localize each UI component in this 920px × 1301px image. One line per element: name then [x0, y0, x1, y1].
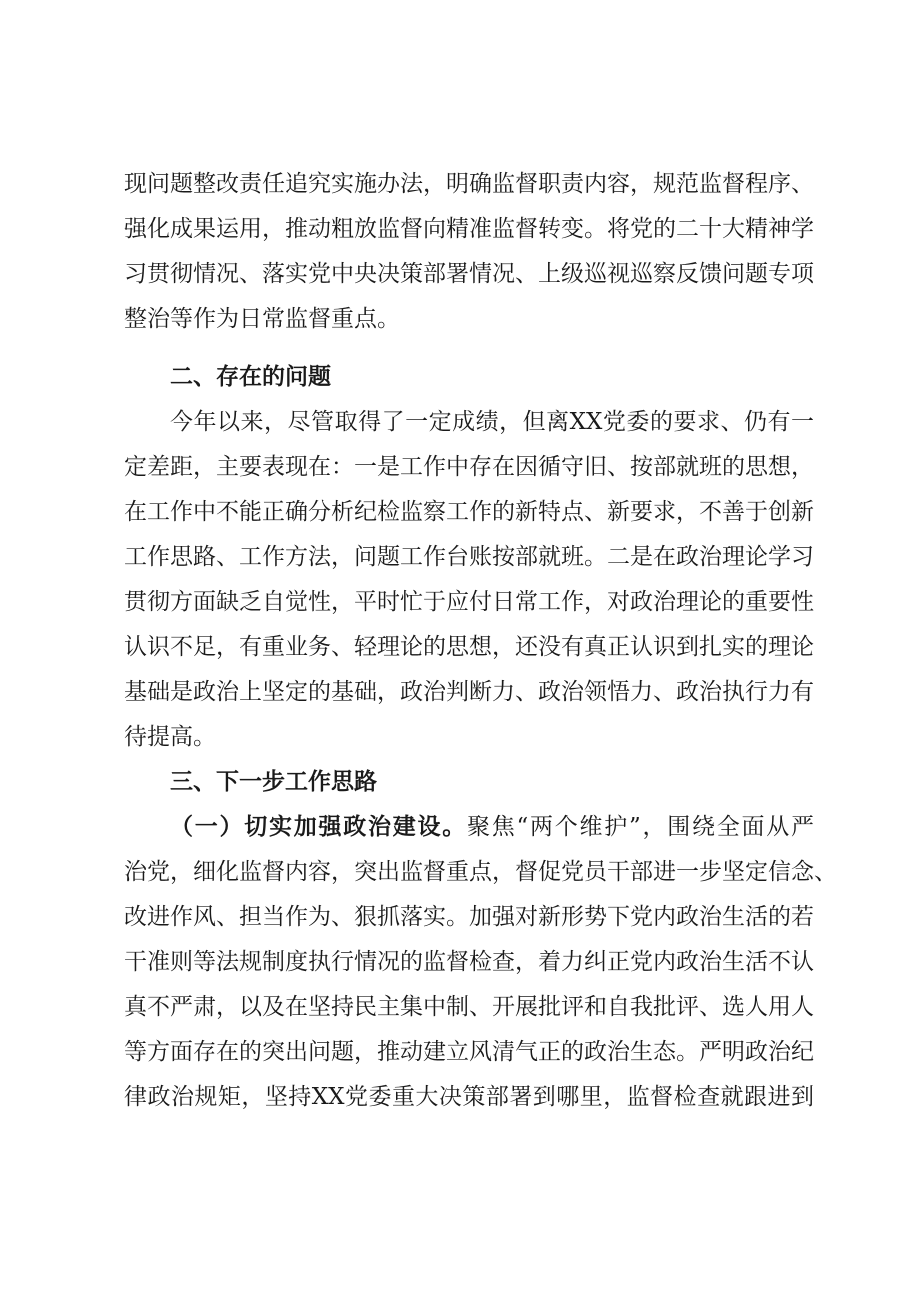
text-line: 干准则等法规制度执行情况的监督检查，着力纠正党内政治生活不认	[124, 949, 814, 975]
text-line: 治党，细化监督内容，突出监督重点，督促党员干部进一步坚定信念、	[124, 859, 837, 885]
text-line: 工作思路、工作方法，问题工作台账按部就班。二是在政治理论学习	[124, 544, 814, 570]
text-line: 在工作中不能正确分析纪检监察工作的新特点、新要求，不善于创新	[124, 499, 814, 525]
text-line: 今年以来，尽管取得了一定成绩，但离XX党委的要求、仍有一	[170, 409, 814, 435]
text-line: 律政治规矩，坚持XX党委重大决策部署到哪里，监督检查就跟进到	[124, 1084, 814, 1110]
text-line: 整治等作为日常监督重点。	[124, 306, 400, 332]
section-heading: 三、下一步工作思路	[170, 769, 377, 795]
text-line: 等方面存在的突出问题，推动建立风清气正的政治生态。严明政治纪	[124, 1039, 814, 1065]
text-line: 基础是政治上坚定的基础，政治判断力、政治领悟力、政治执行力有	[124, 679, 814, 705]
text-line: 强化成果运用，推动粗放监督向精准监督转变。将党的二十大精神学	[124, 216, 814, 242]
subsection-lead-rest: 聚焦“两个维护”，围绕全面从严	[467, 814, 814, 840]
section-heading: 二、存在的问题	[170, 364, 331, 390]
text-line: 待提高。	[124, 724, 216, 750]
text-line	[170, 805, 814, 849]
text-line: 贯彻方面缺乏自觉性，平时忙于应付日常工作，对政治理论的重要性	[124, 589, 814, 615]
text-line: 认识不足，有重业务、轻理论的思想，还没有真正认识到扎实的理论	[124, 634, 814, 660]
text-line: 改进作风、担当作为、狠抓落实。加强对新形势下党内政治生活的若	[124, 904, 814, 930]
text-line: 真不严肃，以及在坚持民主集中制、开展批评和自我批评、选人用人	[124, 994, 814, 1020]
text-line: 现问题整改责任追究实施办法，明确监督职责内容，规范监督程序、	[124, 171, 814, 197]
text-line: 定差距，主要表现在：一是工作中存在因循守旧、按部就班的思想，	[124, 454, 814, 480]
subsection-lead: （一）切实加强政治建设。	[170, 814, 467, 840]
text-line: 习贯彻情况、落实党中央决策部署情况、上级巡视巡察反馈问题专项	[124, 261, 814, 287]
